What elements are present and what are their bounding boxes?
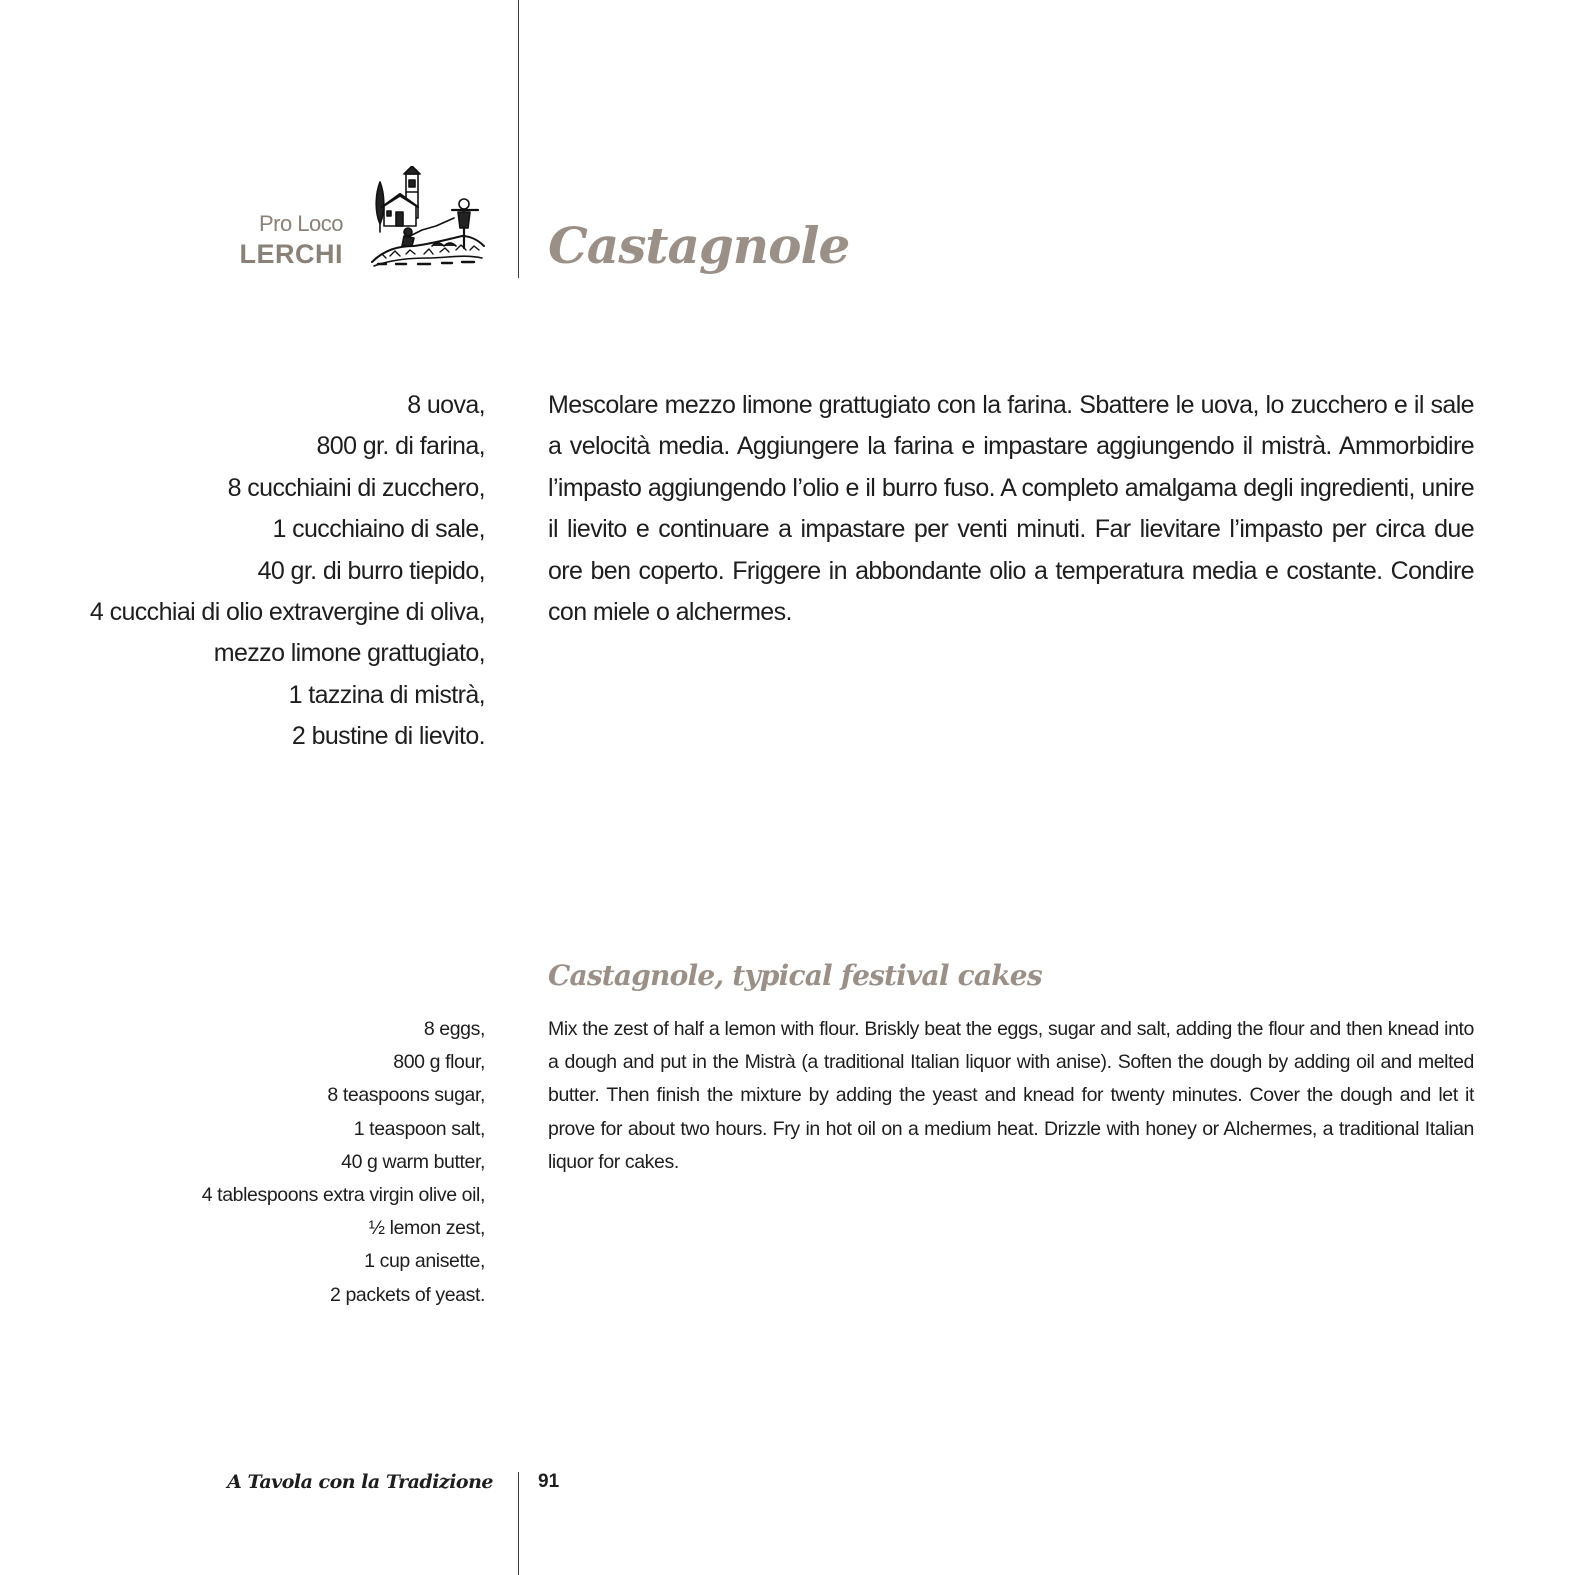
ingredient-item: 1 teaspoon salt, <box>353 1117 485 1140</box>
org-line-2: LERCHI <box>239 239 343 269</box>
ingredient-item: 2 bustine di lievito. <box>291 722 485 751</box>
organization-name <box>180 210 343 270</box>
method-italian: Mescolare mezzo limone grattugiato con la farina. Sbattere le uova, lo zucchero e il sale a velocità media. Aggiungere la farina e impastare aggiungendo il mistrà. Ammorbidire l’impasto aggiungendo l’olio e il burro fuso. A completo amalgama degli ingredienti, unire il lievito e continuare a impastare per venti minuti. Far lievitare l’impasto per circa due ore ben coperto. Friggere in abbondante olio a temperatura media e costante. Condire con miele o alchermes. <box>548 391 1474 627</box>
page-number: 91 <box>538 1471 560 1492</box>
vertical-rule-top <box>518 0 519 278</box>
ingredient-item: 40 gr. di burro tiepido, <box>257 556 485 585</box>
ingredient-item: 800 gr. di farina, <box>316 432 485 461</box>
ingredient-item: 4 cucchiai di olio extravergine di oliva, <box>89 598 485 627</box>
ingredient-item: 8 uova, <box>407 391 485 419</box>
ingredient-item: 8 teaspoons sugar, <box>327 1084 485 1107</box>
recipe-title: Castagnole <box>548 216 850 275</box>
ingredient-item: 1 tazzina di mistrà, <box>288 680 485 709</box>
ingredient-item: 2 packets of yeast. <box>330 1283 485 1306</box>
ingredient-item: 40 g warm butter, <box>341 1150 485 1173</box>
org-line-1: Pro Loco <box>258 211 343 236</box>
ingredients-list-italian <box>90 385 485 758</box>
ingredients-list-english <box>202 1013 485 1312</box>
ingredient-item: ½ lemon zest, <box>368 1217 485 1240</box>
ingredient-item: 8 cucchiaini di zucchero, <box>227 473 485 502</box>
ingredient-item: 1 cup anisette, <box>364 1250 485 1273</box>
book-title: A Tavola con la Tradizione <box>227 1471 493 1493</box>
village-illustration-icon <box>370 166 486 270</box>
vertical-rule-bottom <box>518 1472 519 1575</box>
ingredient-item: 1 cucchiaino di sale, <box>272 515 485 544</box>
english-subtitle: Castagnole, typical festival cakes <box>548 959 1042 992</box>
ingredient-item: 8 eggs, <box>423 1018 485 1040</box>
ingredient-item: mezzo limone grattugiato, <box>213 639 485 668</box>
method-english: Mix the zest of half a lemon with flour. Briskly beat the eggs, sugar and salt, adding the flour and then knead into a dough and put in the Mistrà (a traditional Italian liquor with anise). Soften the dough by adding oil and melted butter. Then finish the mixture by adding the yeast and knead for twenty minutes. Cover the dough and let it prove for about two hours. Fry in hot oil on a medium heat. Drizzle with honey or Alchermes, a traditional Italian liquor for cakes. <box>548 1018 1474 1173</box>
ingredient-item: 4 tablespoons extra virgin olive oil, <box>201 1184 485 1207</box>
ingredient-item: 800 g flour, <box>393 1051 485 1074</box>
